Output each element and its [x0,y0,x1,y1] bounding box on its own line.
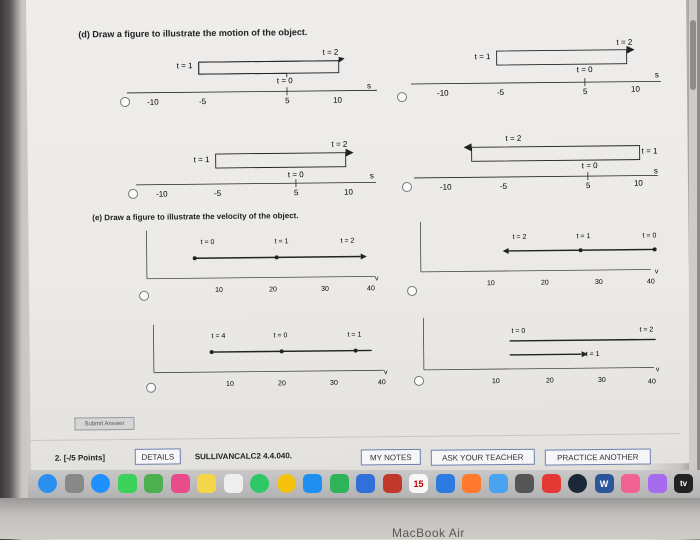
svg-text:t = 0: t = 0 [642,232,656,239]
dots-icon[interactable] [515,474,534,493]
facetime-icon[interactable] [250,474,269,493]
part-d-label: (d) Draw a figure to illustrate the motion of the object. [78,27,307,39]
time-label-t0: t = 0 [582,161,598,170]
svg-text:t = 1: t = 1 [576,233,590,240]
svg-text:10: 10 [215,287,223,294]
velocity-option-1-figure [144,224,385,305]
news-icon[interactable] [542,474,561,493]
chrome-icon[interactable] [277,474,296,493]
question-points: [-/5 Points] [64,453,105,462]
part-e-label: (e) Draw a figure to illustrate the velocity of the object. [92,211,298,222]
launchpad-icon[interactable] [65,474,84,493]
svg-text:40: 40 [378,379,386,386]
time-label-t1: t = 1 [177,61,193,70]
tv-icon[interactable] [674,474,693,493]
tick-label: 5 [285,96,290,105]
steam-icon[interactable] [568,474,587,493]
tick-label: -10 [440,183,452,192]
assignment-page [26,0,691,470]
notes-icon[interactable] [197,474,216,493]
svg-text:30: 30 [321,286,329,293]
svg-text:30: 30 [330,380,338,387]
svg-text:t = 2: t = 2 [512,234,526,241]
svg-text:10: 10 [487,280,495,287]
keynote-icon[interactable] [356,474,375,493]
svg-text:40: 40 [648,378,656,385]
svg-text:30: 30 [595,279,603,286]
question-number: 2. [55,454,62,463]
motion-option-3-figure [135,136,386,201]
safari-icon[interactable] [91,474,110,493]
time-label-t1: t = 1 [194,155,210,164]
maps-icon[interactable] [144,474,163,493]
time-label-t2: t = 2 [616,38,632,47]
svg-text:20: 20 [269,286,277,293]
finder-icon[interactable] [38,474,57,493]
motion-option-2-radio[interactable] [397,92,407,102]
svg-text:t = 0: t = 0 [273,332,287,339]
music-icon[interactable] [621,474,640,493]
time-label-t2: t = 2 [505,134,521,143]
app-store-icon[interactable] [303,474,322,493]
word-letter: W [595,479,614,489]
tick-label: -5 [500,182,508,191]
tick-label: 10 [344,188,354,197]
path-arrowhead [346,149,354,157]
svg-text:40: 40 [367,285,375,292]
word-icon[interactable] [595,474,614,493]
motion-option-1-figure [126,44,377,107]
tick-label: 5 [583,87,588,96]
svg-text:t = 1: t = 1 [586,351,600,358]
svg-text:t = 4: t = 4 [211,333,225,340]
path-arrowhead [339,57,345,63]
svg-text:t = 1: t = 1 [275,238,289,245]
photos-icon[interactable] [171,474,190,493]
laptop-bezel [0,498,700,539]
axis-label: s [367,81,371,90]
svg-text:t = 2: t = 2 [639,326,653,333]
numbers-icon[interactable] [330,474,349,493]
motion-option-2-figure [410,35,661,100]
xcode-icon[interactable] [436,474,455,493]
svg-text:t = 0: t = 0 [201,239,215,246]
photo-booth-icon[interactable] [383,474,402,493]
velocity-option-2-figure [418,215,659,298]
svg-text:t = 1: t = 1 [347,332,361,339]
reminders-icon[interactable] [224,474,243,493]
time-label-t0: t = 0 [288,170,304,179]
svg-text:20: 20 [541,280,549,287]
tick-label: -10 [147,98,159,107]
tick-label: -5 [214,189,222,198]
time-label-t2: t = 2 [331,140,347,149]
svg-text:30: 30 [598,377,606,384]
question-code: SULLIVANCALC2 4.4.040. [195,451,292,461]
svg-text:v: v [375,275,379,282]
velocity-option-3-figure [151,318,392,399]
device-brand-label: MacBook Air [392,526,465,540]
sublime-icon[interactable] [462,474,481,493]
calendar-date: 15 [409,479,428,489]
time-label-t1: t = 1 [475,52,491,61]
details-button[interactable]: DETAILS [135,448,181,464]
messages-icon[interactable] [118,474,137,493]
tick-label: 10 [631,85,641,94]
velocity-option-4-figure [421,311,662,394]
scrollbar-thumb[interactable] [690,20,696,90]
tick-label: -10 [437,89,449,98]
time-label-t1: t = 1 [642,146,658,155]
svg-text:v: v [384,369,388,376]
tick-label: 5 [294,188,299,197]
tick-label: -5 [199,97,207,106]
tick-label: 10 [634,179,644,188]
tick-label: -5 [497,88,505,97]
time-label-t0: t = 0 [277,76,293,85]
tick-label: 10 [333,96,343,105]
velocity-option-2-radio[interactable] [407,286,417,296]
practice-another-button[interactable]: PRACTICE ANOTHER [545,448,651,465]
my-notes-button[interactable]: MY NOTES [361,449,421,466]
svg-text:t = 0: t = 0 [511,328,525,335]
ask-your-teacher-button[interactable]: ASK YOUR TEACHER [431,449,535,466]
time-label-t0: t = 0 [577,65,593,74]
divider [31,433,681,441]
time-label-t2: t = 2 [323,48,339,57]
tick-label: -10 [156,190,168,199]
svg-text:t = 2: t = 2 [341,238,355,245]
svg-text:10: 10 [492,378,500,385]
axis-label: s [654,166,658,175]
svg-text:40: 40 [647,278,655,285]
axis-label: s [370,171,374,180]
axis-label: s [655,70,659,79]
tv-letter: tv [674,479,693,488]
svg-text:20: 20 [546,377,554,384]
svg-text:20: 20 [278,380,286,387]
motion-option-4-figure [413,129,664,194]
question-2-number [55,453,105,463]
path-arrowhead [627,46,635,54]
submit-answer-button[interactable]: Submit Answer [74,417,134,431]
svg-text:10: 10 [226,381,234,388]
finder2-icon[interactable] [489,474,508,493]
svg-text:v: v [656,366,660,373]
messenger-icon[interactable] [648,474,667,493]
tick-label: 5 [586,181,591,190]
path-arrowhead [464,143,472,151]
svg-text:v: v [655,268,659,275]
motion-option-4-radio[interactable] [402,182,412,192]
number-line [127,90,377,93]
calendar-icon[interactable] [409,474,428,493]
